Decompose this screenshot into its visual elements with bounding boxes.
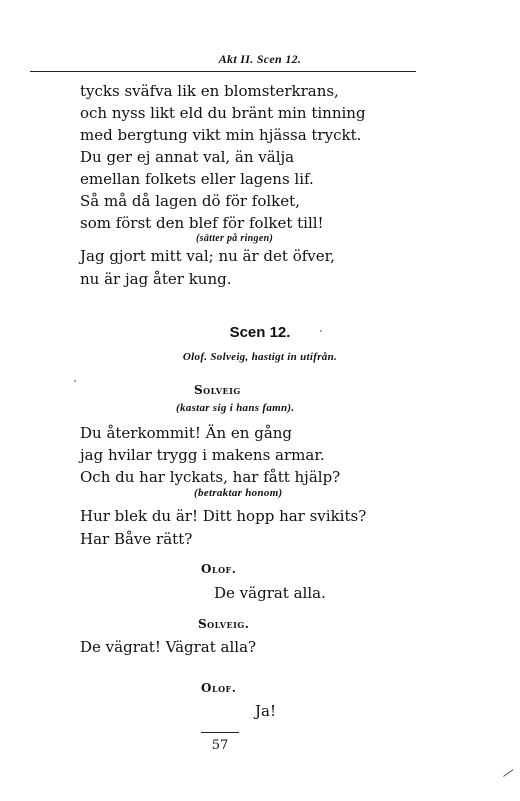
speaker-name: Olof. [201,681,237,695]
verse-line: som först den blef för folket till! [80,214,324,232]
pencil-mark [503,769,517,782]
scene-title: Scen 12. [229,324,291,341]
dialogue-line: Har Båve rätt? [80,530,193,548]
stage-direction: (betraktar honom) [194,487,283,499]
stage-direction: (kastar sig i hans famn). [176,402,295,414]
dialogue-line: jag hvilar trygg i makens armar. [80,446,325,464]
dialogue-line: De vägrat! Vägrat alla? [80,638,257,656]
verse-line: nu är jag åter kung. [80,270,232,288]
verse-line: och nyss likt eld du bränt min tinning [80,104,366,122]
verse-line: tycks sväfva lik en blomsterkrans, [80,82,339,100]
dialogue-line: Ja! [255,702,276,720]
verse-line: Jag gjort mitt val; nu är det öfver, [80,247,335,265]
verse-line: Du ger ej annat val, än välja [80,148,295,166]
verse-line: med bergtung vikt min hjässa tryckt. [80,126,362,144]
dialogue-line: Och du har lyckats, har fått hjälp? [80,468,341,486]
running-header: Akt II. Scen 12. [218,52,302,66]
print-speck [320,330,322,332]
verse-line: emellan folkets eller lagens lif. [80,170,314,188]
verse-line: Så må då lagen dö för folket, [80,192,300,210]
speaker-name: Olof. [201,562,237,576]
speaker-name: Solveig. [198,617,250,631]
scene-subtitle: Olof. Solveig, hastigt in utifrån. [182,351,338,363]
stage-direction: (sätter på ringen) [196,233,274,244]
dialogue-line: De vägrat alla. [214,584,326,602]
page-number: 57 [211,738,229,753]
print-speck [74,380,76,382]
footer-rule [201,732,239,733]
dialogue-line: Du återkommit! Än en gång [80,424,293,442]
speaker-name: Solveig [194,383,241,397]
header-rule [30,71,416,72]
dialogue-line: Hur blek du är! Ditt hopp har svikits? [80,507,367,525]
